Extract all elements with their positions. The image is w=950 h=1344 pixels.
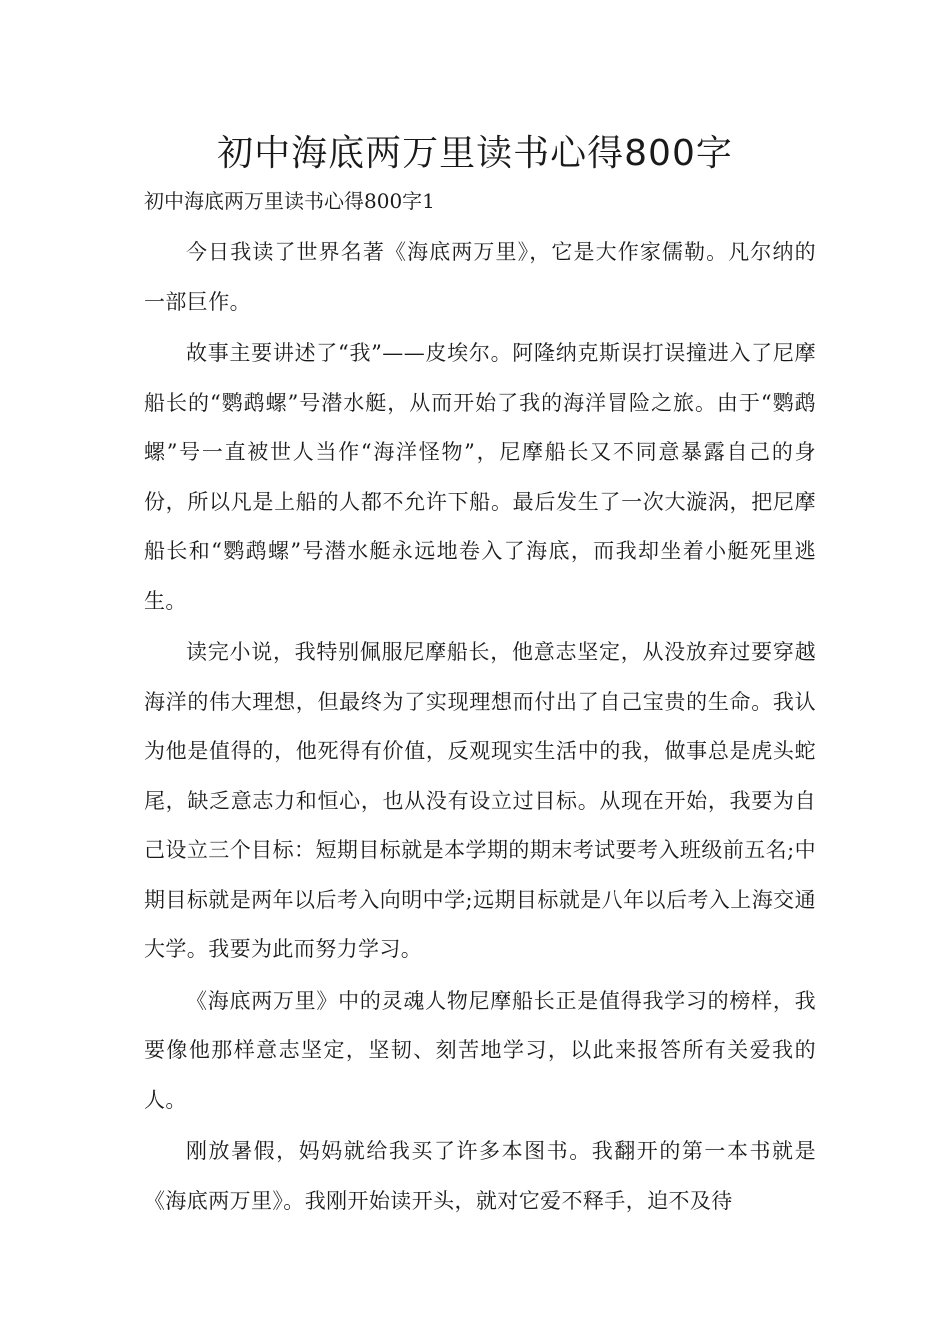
- paragraph: 故事主要讲述了“我”——皮埃尔。阿隆纳克斯误打误撞进入了尼摩船长的“鹦鹉螺”号潜水艇，从而开始了我的海洋冒险之旅。由于“鹦鹉螺”号一直被世人当作“海洋怪物”，尼摩船长又不同意暴露自己的身份，所以凡是上船的人都不允许下船。最后发生了一次大漩涡，把尼摩船长和“鹦鹉螺”号潜水艇永远地卷入了海底，而我却坐着小艇死里逃生。: [144, 341, 816, 613]
- paragraph: 《海底两万里》中的灵魂人物尼摩船长正是值得我学习的榜样，我要像他那样意志坚定，坚韧、刻苦地学习，以此来报答所有关爱我的人。: [144, 988, 816, 1112]
- paragraph: 读完小说，我特别佩服尼摩船长，他意志坚定，从没放弃过要穿越海洋的伟大理想，但最终为了实现理想而付出了自己宝贵的生命。我认为他是值得的，他死得有价值，反观现实生活中的我，做事总是虎头蛇尾，缺乏意志力和恒心，也从没有设立过目标。从现在开始，我要为自己设立三个目标：短期目标就是本学期的期末考试要考入班级前五名;中期目标就是两年以后考入向明中学;远期目标就是八年以后考入上海交通大学。我要为此而努力学习。: [144, 640, 816, 961]
- paragraph: 今日我读了世界名著《海底两万里》，它是大作家儒勒。凡尔纳的一部巨作。: [144, 240, 816, 314]
- paragraph: 刚放暑假，妈妈就给我买了许多本图书。我翻开的第一本书就是《海底两万里》。我刚开始读开头，就对它爱不释手，迫不及待: [144, 1139, 816, 1213]
- essay-body: [144, 228, 816, 1228]
- document-title: 初中海底两万里读书心得800字: [217, 133, 733, 174]
- essay-heading: 初中海底两万里读书心得800字1: [144, 189, 435, 213]
